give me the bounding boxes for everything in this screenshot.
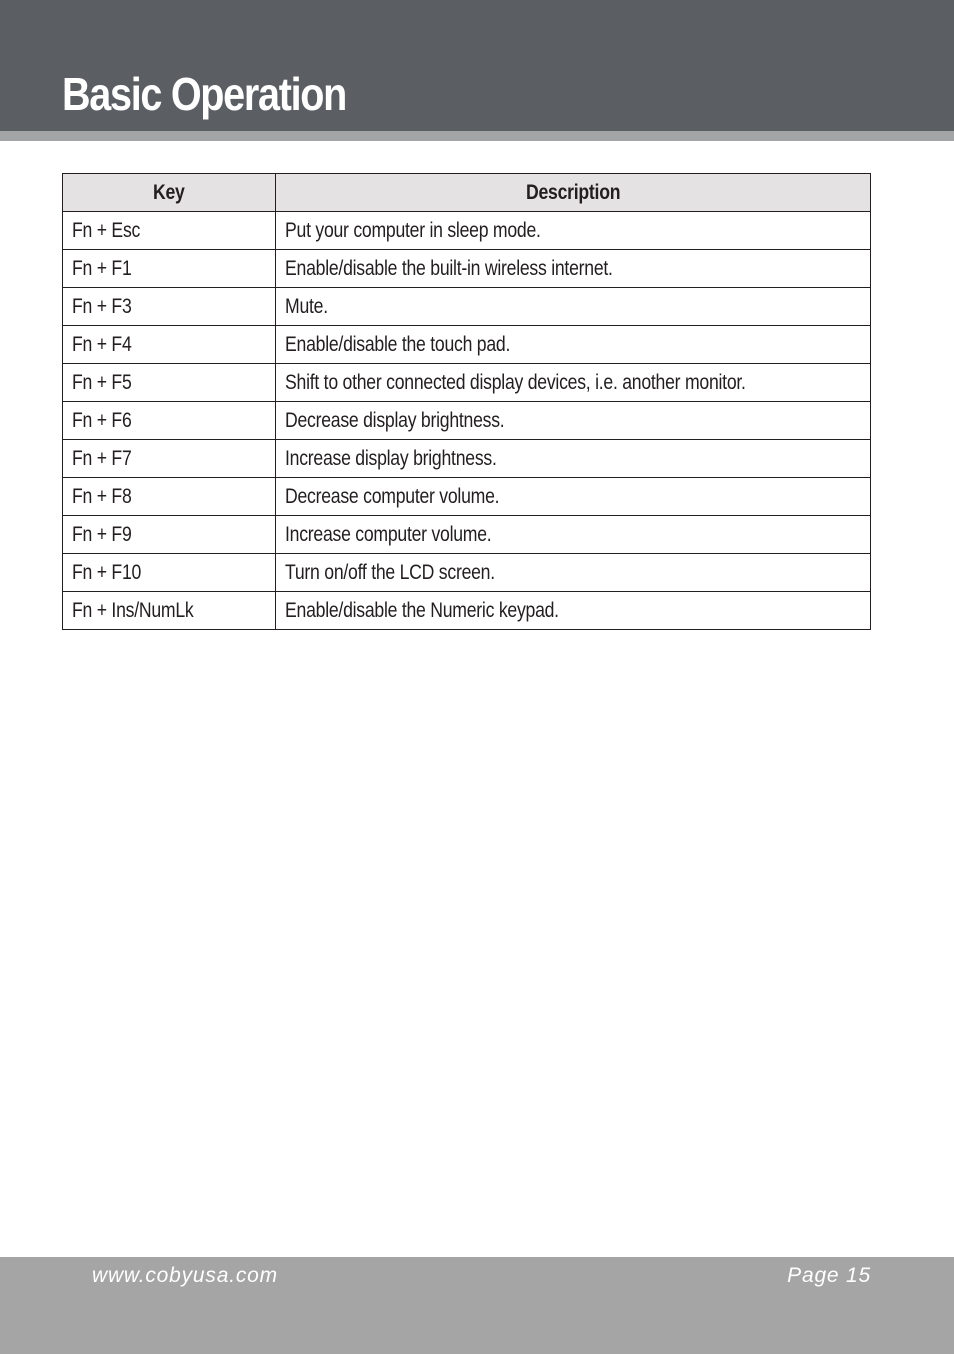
key-cell: Fn + F8 — [63, 478, 276, 516]
description-cell: Decrease display brightness. — [276, 402, 871, 440]
key-cell: Fn + F6 — [63, 402, 276, 440]
description-cell: Mute. — [276, 288, 871, 326]
table-row — [63, 440, 871, 478]
description-cell: Increase display brightness. — [276, 440, 871, 478]
description-cell: Decrease computer volume. — [276, 478, 871, 516]
table-row — [63, 402, 871, 440]
table-row — [63, 592, 871, 630]
table-row — [63, 516, 871, 554]
table-row — [63, 478, 871, 516]
description-cell: Shift to other connected display devices, i.e. another monitor. — [276, 364, 871, 402]
key-cell: Fn + F10 — [63, 554, 276, 592]
table-row — [63, 554, 871, 592]
key-cell: Fn + F9 — [63, 516, 276, 554]
description-cell: Turn on/off the LCD screen. — [276, 554, 871, 592]
footer-website-url: www.cobyusa.com — [92, 1264, 278, 1287]
table-row — [63, 326, 871, 364]
table-row — [63, 288, 871, 326]
description-cell: Enable/disable the Numeric keypad. — [276, 592, 871, 630]
table-row — [63, 250, 871, 288]
key-cell: Fn + F7 — [63, 440, 276, 478]
key-cell: Fn + F1 — [63, 250, 276, 288]
key-cell: Fn + Esc — [63, 212, 276, 250]
page-title: Basic Operation — [62, 68, 347, 120]
hotkey-table — [62, 173, 871, 630]
key-cell: Fn + F4 — [63, 326, 276, 364]
header-divider-strip — [0, 131, 954, 141]
key-cell: Fn + F5 — [63, 364, 276, 402]
table-row — [63, 212, 871, 250]
column-header-key: Key — [63, 174, 276, 212]
description-cell: Put your computer in sleep mode. — [276, 212, 871, 250]
footer-page-number: Page 15 — [787, 1264, 871, 1287]
table-row — [63, 364, 871, 402]
key-cell: Fn + F3 — [63, 288, 276, 326]
description-cell: Enable/disable the touch pad. — [276, 326, 871, 364]
table-header-row — [63, 174, 871, 212]
description-cell: Enable/disable the built-in wireless internet. — [276, 250, 871, 288]
description-cell: Increase computer volume. — [276, 516, 871, 554]
key-cell: Fn + Ins/NumLk — [63, 592, 276, 630]
column-header-description: Description — [276, 174, 871, 212]
